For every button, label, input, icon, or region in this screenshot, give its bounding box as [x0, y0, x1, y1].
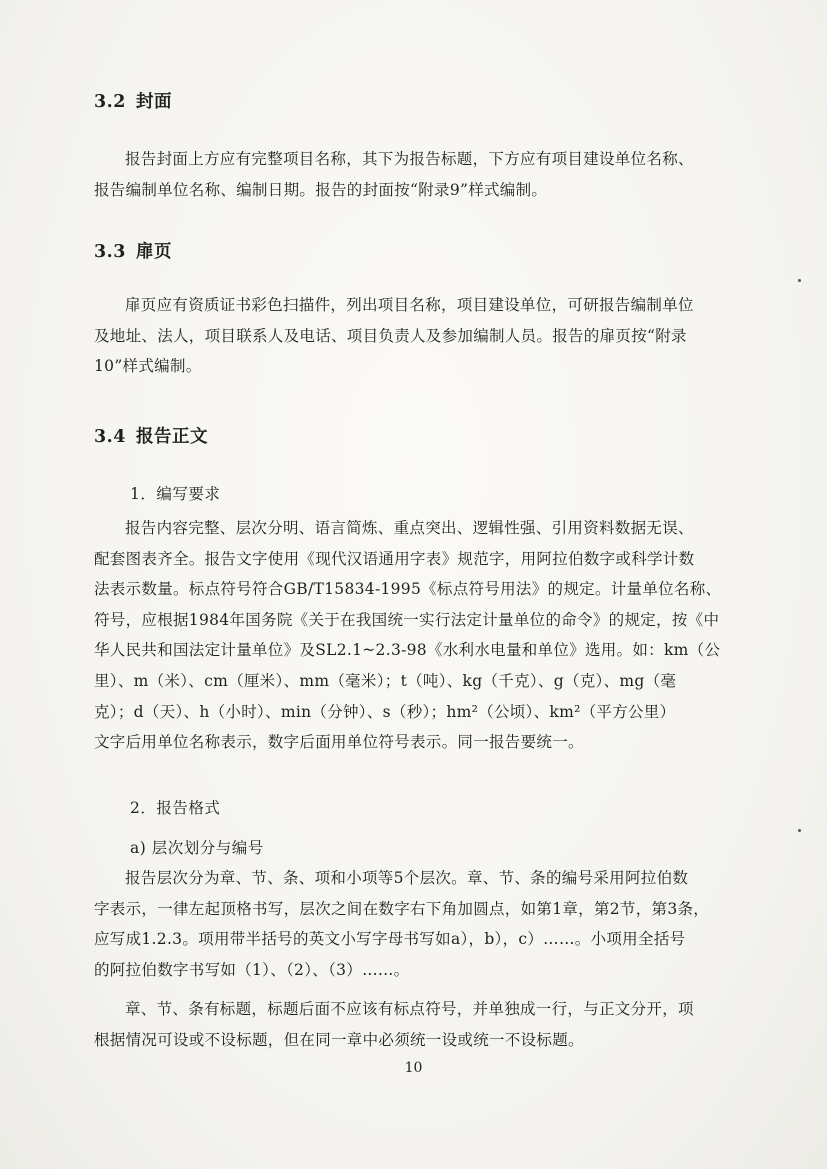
paragraph-line: 里）、m（米）、cm（厘米）、mm（毫米）；t（吨）、kg（千克）、g（克）、mg（毫: [94, 671, 677, 690]
section-title: 扉页: [135, 242, 172, 262]
paragraph-line: 根据情况可设或不设标题，但在同一章中必须统一设或统一不设标题。: [94, 1030, 584, 1049]
paragraph-line: 克）；d（天）、h（小时）、min（分钟）、s（秒）；hm²（公顷）、km²（平方公里）: [94, 702, 676, 721]
paragraph-line: 章、节、条有标题，标题后面不应该有标点符号，并单独成一行，与正文分开，项: [125, 1000, 694, 1018]
section-title: 封面: [135, 92, 172, 112]
section-3-2-paragraph: [94, 144, 754, 205]
section-title: 报告正文: [135, 427, 208, 447]
section-3-4-heading: [94, 423, 208, 448]
paragraph-line: 扉页应有资质证书彩色扫描件，列出项目名称，项目建设单位，可研报告编制单位: [125, 296, 694, 314]
section-number: 3.4: [94, 427, 126, 447]
paragraph-line: 应写成1.2.3。项用带半括号的英文小写字母书写如a），b），c）……。小项用全括号: [94, 930, 686, 949]
section-3-3-paragraph: [94, 290, 754, 382]
subsection-1-title: 1．编写要求: [130, 485, 221, 503]
paragraph-line: 及地址、法人，项目联系人及电话、项目负责人及参加编制人员。报告的扉页按“附录: [94, 326, 687, 345]
paragraph-line: 报告内容完整、层次分明、语言简炼、重点突出、逻辑性强、引用资料数据无误、: [125, 519, 694, 537]
scan-speck: [798, 279, 801, 282]
paragraph-line: 报告编制单位名称、编制日期。报告的封面按“附录9”样式编制。: [94, 180, 548, 199]
subsection-2a-title: a) 层次划分与编号: [130, 839, 264, 857]
paragraph-line: 华人民共和国法定计量单位》及SL2.1~2.3-98《水利水电量和单位》选用。如：km（公: [94, 641, 721, 660]
paragraph-line: 的阿拉伯数字书写如（1）、（2）、（3）……。: [94, 960, 410, 979]
section-3-3-heading: [94, 238, 172, 263]
scan-speck: [798, 829, 801, 832]
paragraph-line: 文字后用单位名称表示，数字后面用单位符号表示。同一报告要统一。: [94, 733, 584, 752]
paragraph-line: 符号，应根据1984年国务院《关于在我国统一实行法定计量单位的命令》的规定，按《中: [94, 610, 720, 629]
paragraph-line: 报告封面上方应有完整项目名称，其下为报告标题，下方应有项目建设单位名称、: [125, 150, 694, 168]
page-number: 10: [404, 1060, 423, 1076]
subsection-2a-paragraph: [94, 863, 754, 985]
section-3-2-heading: [94, 88, 172, 113]
paragraph-line: 报告层次分为章、节、条、项和小项等5个层次。章、节、条的编号采用阿拉伯数: [125, 869, 689, 887]
subsection-2-title: 2．报告格式: [130, 799, 221, 817]
paragraph-line: 法表示数量。标点符号符合GB/T15834-1995《标点符号用法》的规定。计量单位名称、: [94, 580, 722, 599]
subsection-2b-paragraph: [94, 994, 754, 1055]
paragraph-line: 10”样式编制。: [94, 357, 202, 376]
subsection-1-paragraph: [94, 513, 754, 758]
paragraph-line: 字表示，一律左起顶格书写，层次之间在数字右下角加圆点，如第1章，第2节，第3条，: [94, 899, 710, 918]
section-number: 3.3: [94, 242, 126, 262]
paragraph-line: 配套图表齐全。报告文字使用《现代汉语通用字表》规范字，用阿拉伯数字或科学计数: [94, 549, 695, 568]
section-number: 3.2: [94, 92, 126, 112]
